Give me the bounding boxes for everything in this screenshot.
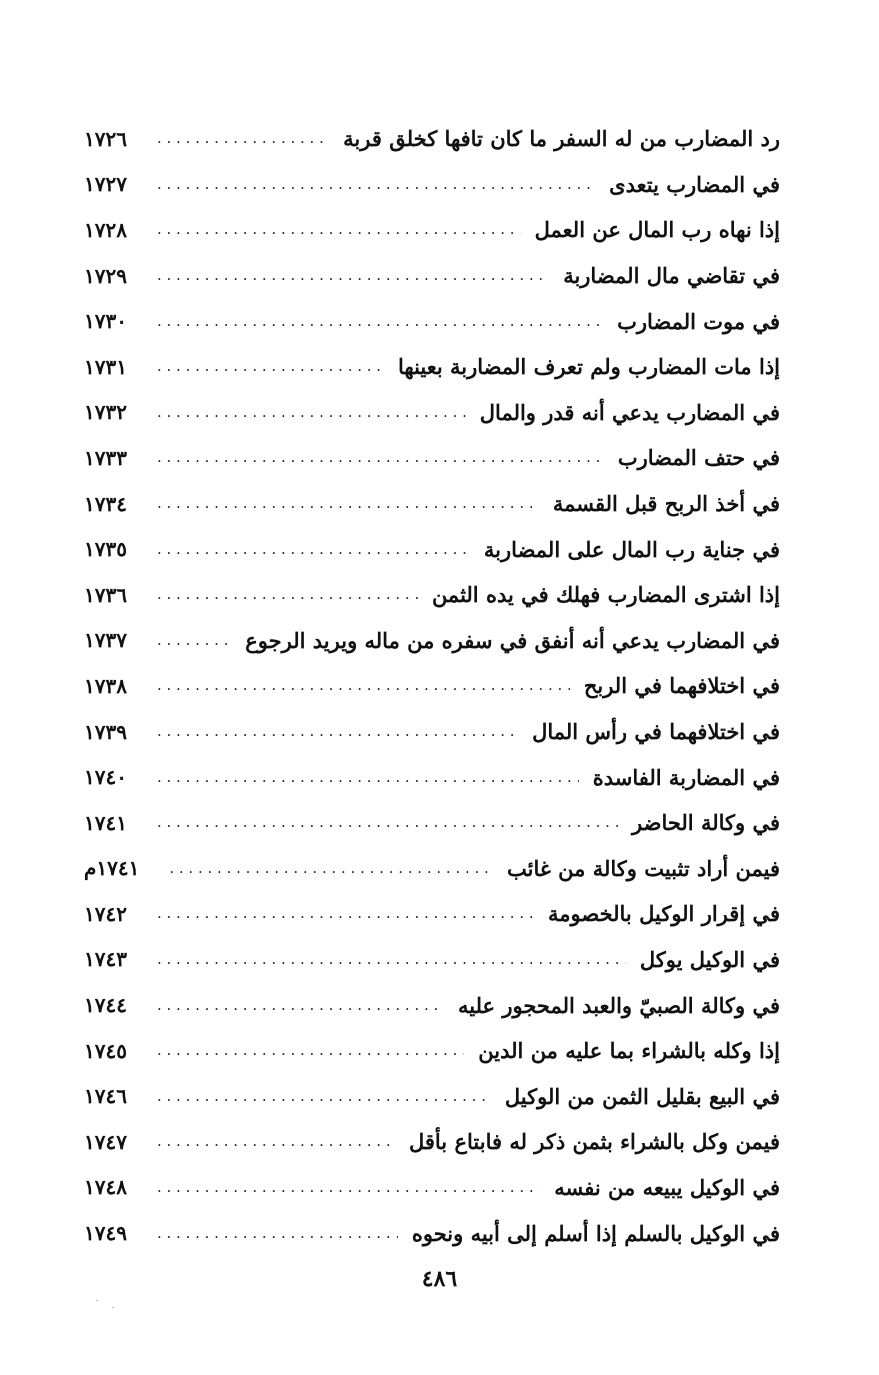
dot-leader — [157, 1043, 464, 1058]
toc-entry — [84, 1119, 780, 1165]
entry-title: في المضارب يدعي أنه قدر والمال — [479, 399, 780, 425]
dot-leader — [157, 1180, 540, 1195]
entry-number: ١٧٣١ — [84, 354, 127, 379]
toc-entry — [84, 1028, 780, 1074]
toc-entry — [84, 253, 780, 299]
toc-entry — [84, 1210, 780, 1256]
toc-entry — [84, 481, 780, 527]
toc-entry — [84, 1165, 780, 1211]
entry-number: ١٧٢٨ — [84, 217, 127, 242]
entry-number: ١٧٤٢ — [84, 901, 127, 926]
toc-entry — [84, 1073, 780, 1119]
toc-entry — [84, 344, 780, 390]
scan-speck — [112, 1307, 114, 1308]
entry-number: ١٧٤٣ — [84, 947, 127, 972]
entry-number: ١٧٢٦ — [84, 126, 127, 151]
dot-leader — [157, 359, 384, 374]
toc-entry — [84, 207, 780, 253]
dot-leader — [157, 222, 521, 237]
dot-leader — [157, 405, 466, 420]
entry-number: ١٧٣٤ — [84, 491, 127, 516]
toc-entry — [84, 663, 780, 709]
toc-entry — [84, 390, 780, 436]
entry-number: ١٧٢٩ — [84, 263, 127, 288]
scan-speck — [96, 1300, 98, 1301]
entry-title: في المضارب يدعي أنه أنفق في سفره من ماله ويريد الرجوع — [245, 627, 780, 653]
toc-entry — [84, 891, 780, 937]
entry-number: ١٧٣٧ — [84, 628, 127, 653]
toc-entry — [84, 116, 780, 162]
entry-title: في الوكيل بالسلم إذا أسلم إلى أبيه ونحوه — [411, 1220, 780, 1246]
dot-leader — [157, 815, 618, 830]
dot-leader — [157, 724, 518, 739]
entry-title: إذا اشترى المضارب فهلك في يده الثمن — [431, 582, 780, 608]
dot-leader — [157, 496, 539, 511]
entry-title: في الوكيل يبيعه من نفسه — [554, 1174, 780, 1200]
dot-leader — [157, 1134, 395, 1149]
entry-title: في أخذ الربح قبل القسمة — [552, 491, 780, 517]
dot-leader — [157, 633, 231, 648]
entry-number: ١٧٤١م — [84, 856, 140, 881]
dot-leader — [157, 131, 329, 146]
entry-number: ١٧٣٩ — [84, 719, 127, 744]
entry-number: ١٧٤١ — [84, 810, 127, 835]
toc-entry — [84, 800, 780, 846]
entry-number: ١٧٣٦ — [84, 582, 127, 607]
entry-number: ١٧٢٧ — [84, 172, 127, 197]
entry-title: رد المضارب من له السفر ما كان تافها كخلق قربة — [343, 126, 780, 152]
entry-title: في جناية رب المال على المضاربة — [483, 536, 780, 562]
entry-title: في الوكيل يوكل — [639, 946, 780, 972]
toc-entry — [84, 526, 780, 572]
entry-title: في وكالة الصبيّ والعبد المحجور عليه — [458, 992, 780, 1018]
entry-number: ١٧٤٥ — [84, 1038, 127, 1063]
entry-number: ١٧٤٨ — [84, 1175, 127, 1200]
toc-entry — [84, 572, 780, 618]
entry-title: فيمن أراد تثبيت وكالة من غائب — [507, 855, 780, 881]
dot-leader — [169, 861, 493, 876]
dot-leader — [157, 770, 579, 785]
entry-title: في موت المضارب — [617, 308, 780, 334]
entry-number: ١٧٣٥ — [84, 537, 127, 562]
entry-title: في البيع بقليل الثمن من الوكيل — [504, 1083, 780, 1109]
entry-number: ١٧٣٣ — [84, 445, 127, 470]
dot-leader — [157, 587, 418, 602]
entry-number: ١٧٣٨ — [84, 673, 127, 698]
entry-title: فيمن وكل بالشراء بثمن ذكر له فابتاع بأقل — [408, 1129, 780, 1155]
page-number: ٤٨٦ — [421, 1266, 458, 1292]
dot-leader — [157, 1226, 398, 1241]
toc-entry — [84, 982, 780, 1028]
entry-number: ١٧٤٤ — [84, 993, 127, 1018]
entry-title: في اختلافهما في رأس المال — [532, 719, 780, 745]
entry-title: إذا نهاه رب المال عن العمل — [534, 217, 780, 243]
dot-leader — [157, 450, 604, 465]
entry-title: في تقاضي مال المضاربة — [563, 263, 780, 289]
entry-number: ١٧٤٩ — [84, 1221, 127, 1246]
entry-number: ١٧٣٢ — [84, 400, 127, 425]
dot-leader — [157, 1089, 491, 1104]
dot-leader — [157, 177, 595, 192]
dot-leader — [157, 906, 534, 921]
entry-title: في حتف المضارب — [617, 445, 780, 471]
dot-leader — [157, 952, 626, 967]
entry-title: في المضاربة الفاسدة — [592, 764, 780, 790]
entry-title: إذا وكله بالشراء بما عليه من الدين — [478, 1038, 780, 1064]
toc-entry — [84, 754, 780, 800]
toc-entry — [84, 162, 780, 208]
toc-entry — [84, 709, 780, 755]
entry-number: ١٧٣٠ — [84, 309, 127, 334]
dot-leader — [157, 542, 470, 557]
entry-number: ١٧٤٦ — [84, 1084, 127, 1109]
dot-leader — [157, 268, 549, 283]
toc-entry — [84, 618, 780, 664]
table-of-contents — [84, 116, 780, 1256]
toc-entry — [84, 937, 780, 983]
entry-number: ١٧٤٧ — [84, 1129, 127, 1154]
toc-entry — [84, 435, 780, 481]
entry-title: في وكالة الحاضر — [632, 810, 780, 836]
entry-title: إذا مات المضارب ولم تعرف المضاربة بعينها — [398, 354, 780, 380]
entry-title: في إقرار الوكيل بالخصومة — [548, 901, 780, 927]
toc-entry — [84, 846, 780, 892]
entry-title: في المضارب يتعدى — [609, 171, 780, 197]
entry-number: ١٧٤٠ — [84, 765, 127, 790]
entry-title: في اختلافهما في الربح — [583, 673, 780, 699]
toc-entry — [84, 298, 780, 344]
dot-leader — [157, 314, 603, 329]
dot-leader — [157, 678, 570, 693]
dot-leader — [157, 998, 444, 1013]
